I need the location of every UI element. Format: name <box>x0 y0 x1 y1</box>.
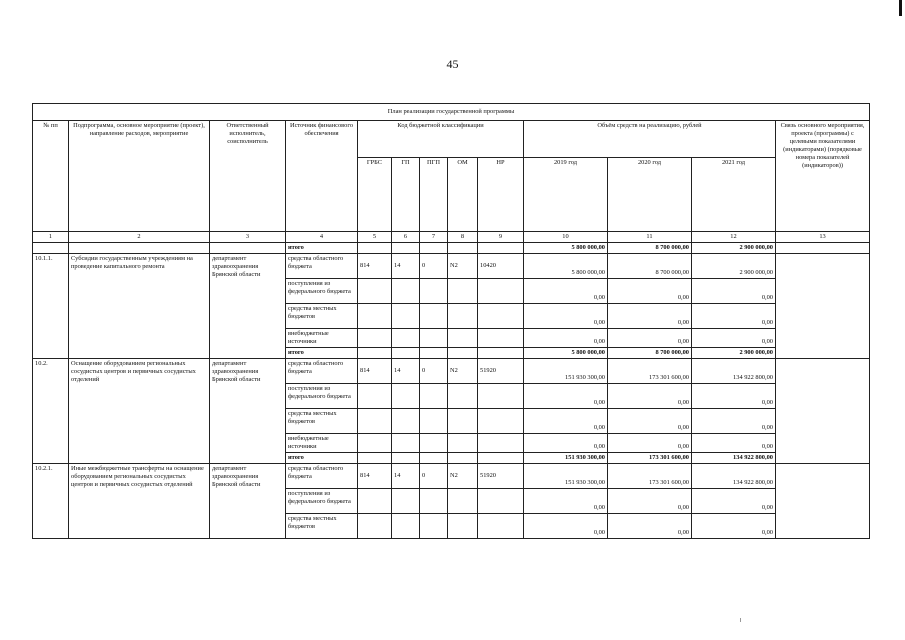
budget-code-gp <box>392 409 420 434</box>
budget-code-grbs: 814 <box>358 254 392 279</box>
column-number: 3 <box>210 232 286 243</box>
amount-2021: 0,00 <box>692 489 776 514</box>
amount-2019: 0,00 <box>524 329 608 348</box>
empty-cell <box>478 243 524 254</box>
funding-source: средства местных бюджетов <box>286 409 358 434</box>
budget-code-np <box>478 279 524 304</box>
item-number: 10.2.1. <box>33 464 69 539</box>
amount-2019: 0,00 <box>524 279 608 304</box>
budget-code-gp: 14 <box>392 359 420 384</box>
budget-code-grbs: 814 <box>358 359 392 384</box>
amount-2021: 0,00 <box>692 279 776 304</box>
empty-cell <box>420 348 448 359</box>
item-name: Иные межбюджетные трансферты на оснащение оборудованием региональных сосудистых центров и первичных сосудистых отделений <box>69 464 210 539</box>
total-2020: 8 700 000,00 <box>608 348 692 359</box>
total-2019: 151 930 300,00 <box>524 453 608 464</box>
empty-cell <box>478 348 524 359</box>
amount-2020: 0,00 <box>608 514 692 539</box>
column-number-row <box>33 232 870 243</box>
budget-code-pgp <box>420 384 448 409</box>
amount-2021: 134 922 800,00 <box>692 359 776 384</box>
empty-cell <box>358 348 392 359</box>
item-source-row <box>33 464 870 489</box>
amount-2020: 0,00 <box>608 434 692 453</box>
indicator-link <box>776 464 870 539</box>
budget-code-om: N2 <box>448 254 478 279</box>
empty-cell <box>776 243 870 254</box>
budget-code-pgp: 0 <box>420 359 448 384</box>
budget-code-gp <box>392 514 420 539</box>
amount-2021: 0,00 <box>692 384 776 409</box>
budget-code-grbs: 814 <box>358 464 392 489</box>
budget-code-gp <box>392 279 420 304</box>
header-volume: Объём средств на реализацию, рублей <box>524 121 776 158</box>
budget-code-np <box>478 489 524 514</box>
empty-cell <box>478 453 524 464</box>
header-np: НР <box>478 158 524 232</box>
item-source-row <box>33 359 870 384</box>
empty-cell <box>210 243 286 254</box>
budget-code-grbs <box>358 409 392 434</box>
amount-2019: 0,00 <box>524 514 608 539</box>
header-2019: 2019 год <box>524 158 608 232</box>
header-2021: 2021 год <box>692 158 776 232</box>
budget-code-om <box>448 514 478 539</box>
budget-code-om <box>448 329 478 348</box>
header-num: № пп <box>33 121 69 232</box>
scan-edge-mark <box>899 0 902 16</box>
column-number: 11 <box>608 232 692 243</box>
budget-code-pgp <box>420 514 448 539</box>
budget-code-gp <box>392 434 420 453</box>
amount-2021: 134 922 800,00 <box>692 464 776 489</box>
empty-cell <box>69 243 210 254</box>
amount-2020: 0,00 <box>608 304 692 329</box>
top-total-row <box>33 243 870 254</box>
funding-source: средства местных бюджетов <box>286 304 358 329</box>
funding-source: поступления из федерального бюджета <box>286 384 358 409</box>
amount-2021: 0,00 <box>692 304 776 329</box>
total-2019: 5 800 000,00 <box>524 243 608 254</box>
amount-2019: 0,00 <box>524 489 608 514</box>
total-label: итого <box>286 243 358 254</box>
indicator-link <box>776 359 870 464</box>
funding-source: поступления из федерального бюджета <box>286 489 358 514</box>
budget-code-grbs <box>358 489 392 514</box>
amount-2019: 5 800 000,00 <box>524 254 608 279</box>
indicator-link <box>776 254 870 359</box>
header-gp: ГП <box>392 158 420 232</box>
amount-2020: 0,00 <box>608 329 692 348</box>
amount-2021: 0,00 <box>692 434 776 453</box>
budget-code-pgp <box>420 409 448 434</box>
column-number: 1 <box>33 232 69 243</box>
header-pgp: ПГП <box>420 158 448 232</box>
header-source: Источник финансового обеспечения <box>286 121 358 232</box>
funding-source: поступления из федерального бюджета <box>286 279 358 304</box>
budget-code-grbs <box>358 514 392 539</box>
total-2020: 173 301 600,00 <box>608 453 692 464</box>
budget-code-np <box>478 514 524 539</box>
budget-code-pgp: 0 <box>420 254 448 279</box>
amount-2021: 0,00 <box>692 409 776 434</box>
budget-code-grbs <box>358 384 392 409</box>
amount-2021: 0,00 <box>692 514 776 539</box>
amount-2020: 173 301 600,00 <box>608 464 692 489</box>
budget-code-np <box>478 434 524 453</box>
empty-cell <box>33 243 69 254</box>
budget-code-pgp <box>420 279 448 304</box>
empty-cell <box>448 453 478 464</box>
item-number: 10.2. <box>33 359 69 464</box>
budget-code-np <box>478 304 524 329</box>
page-number: 45 <box>446 57 459 71</box>
empty-cell <box>392 243 420 254</box>
budget-code-om <box>448 304 478 329</box>
column-number: 12 <box>692 232 776 243</box>
budget-code-om <box>448 409 478 434</box>
budget-code-np: 10420 <box>478 254 524 279</box>
funding-source: внебюджетные источники <box>286 434 358 453</box>
budget-code-grbs <box>358 279 392 304</box>
empty-cell <box>392 348 420 359</box>
amount-2020: 8 700 000,00 <box>608 254 692 279</box>
amount-2019: 0,00 <box>524 304 608 329</box>
item-executor: департамент здравоохранения Брянской области <box>210 359 286 464</box>
total-label: итого <box>286 348 358 359</box>
header-2020: 2020 год <box>608 158 692 232</box>
item-name: Субсидии государственным учреждениям на проведение капитального ремонта <box>69 254 210 359</box>
column-number: 6 <box>392 232 420 243</box>
budget-code-np <box>478 409 524 434</box>
item-executor: департамент здравоохранения Брянской области <box>210 464 286 539</box>
amount-2020: 0,00 <box>608 384 692 409</box>
empty-cell <box>358 453 392 464</box>
total-label: итого <box>286 453 358 464</box>
budget-code-om <box>448 279 478 304</box>
item-executor: департамент здравоохранения Брянской области <box>210 254 286 359</box>
item-name: Оснащение оборудованием региональных сосудистых центров и первичных сосудистых отделений <box>69 359 210 464</box>
amount-2019: 0,00 <box>524 409 608 434</box>
budget-code-pgp <box>420 434 448 453</box>
header-executor: Ответственный исполнитель, соисполнитель <box>210 121 286 232</box>
amount-2020: 173 301 600,00 <box>608 359 692 384</box>
column-number: 8 <box>448 232 478 243</box>
empty-cell <box>358 243 392 254</box>
amount-2021: 2 900 000,00 <box>692 254 776 279</box>
budget-code-gp <box>392 329 420 348</box>
budget-code-pgp <box>420 489 448 514</box>
column-number: 5 <box>358 232 392 243</box>
funding-source: внебюджетные источники <box>286 329 358 348</box>
header-om: ОМ <box>448 158 478 232</box>
amount-2020: 0,00 <box>608 279 692 304</box>
funding-source: средства областного бюджета <box>286 464 358 489</box>
budget-code-np <box>478 329 524 348</box>
funding-source: средства местных бюджетов <box>286 514 358 539</box>
scan-mark <box>740 618 741 622</box>
empty-cell <box>420 453 448 464</box>
column-number: 2 <box>69 232 210 243</box>
budget-code-grbs <box>358 329 392 348</box>
amount-2019: 151 930 300,00 <box>524 359 608 384</box>
total-2019: 5 800 000,00 <box>524 348 608 359</box>
budget-code-np: 51920 <box>478 359 524 384</box>
amount-2020: 0,00 <box>608 409 692 434</box>
funding-source: средства областного бюджета <box>286 254 358 279</box>
empty-cell <box>448 348 478 359</box>
header-budget-code: Код бюджетной классификации <box>358 121 524 158</box>
budget-code-om: N2 <box>448 359 478 384</box>
amount-2019: 151 930 300,00 <box>524 464 608 489</box>
plan-table <box>32 103 870 539</box>
budget-code-om <box>448 489 478 514</box>
column-number: 13 <box>776 232 870 243</box>
item-number: 10.1.1. <box>33 254 69 359</box>
empty-cell <box>392 453 420 464</box>
budget-code-gp <box>392 304 420 329</box>
budget-code-pgp: 0 <box>420 464 448 489</box>
budget-code-np: 51920 <box>478 464 524 489</box>
empty-cell <box>420 243 448 254</box>
total-2020: 8 700 000,00 <box>608 243 692 254</box>
budget-code-om: N2 <box>448 464 478 489</box>
header-grbs: ГРБС <box>358 158 392 232</box>
column-number: 9 <box>478 232 524 243</box>
budget-code-om <box>448 384 478 409</box>
funding-source: средства областного бюджета <box>286 359 358 384</box>
budget-code-pgp <box>420 304 448 329</box>
column-number: 4 <box>286 232 358 243</box>
amount-2021: 0,00 <box>692 329 776 348</box>
plan-title: План реализации государственной программы <box>33 104 870 121</box>
budget-code-gp <box>392 384 420 409</box>
header-subprogram: Подпрограмма, основное мероприятие (проект), направление расходов, мероприятие <box>69 121 210 232</box>
budget-code-np <box>478 384 524 409</box>
budget-code-grbs <box>358 434 392 453</box>
column-number: 7 <box>420 232 448 243</box>
budget-code-om <box>448 434 478 453</box>
budget-code-gp: 14 <box>392 254 420 279</box>
budget-code-gp <box>392 489 420 514</box>
amount-2020: 0,00 <box>608 489 692 514</box>
amount-2019: 0,00 <box>524 434 608 453</box>
amount-2019: 0,00 <box>524 384 608 409</box>
empty-cell <box>448 243 478 254</box>
column-number: 10 <box>524 232 608 243</box>
total-2021: 2 900 000,00 <box>692 243 776 254</box>
item-source-row <box>33 254 870 279</box>
budget-code-grbs <box>358 304 392 329</box>
budget-code-pgp <box>420 329 448 348</box>
total-2021: 134 922 800,00 <box>692 453 776 464</box>
total-2021: 2 900 000,00 <box>692 348 776 359</box>
budget-code-gp: 14 <box>392 464 420 489</box>
header-link: Связь основного мероприятия, проекта (программы) с целевыми показателями (индикаторами) (порядковые номера показателей (индикаторов)) <box>776 121 870 232</box>
